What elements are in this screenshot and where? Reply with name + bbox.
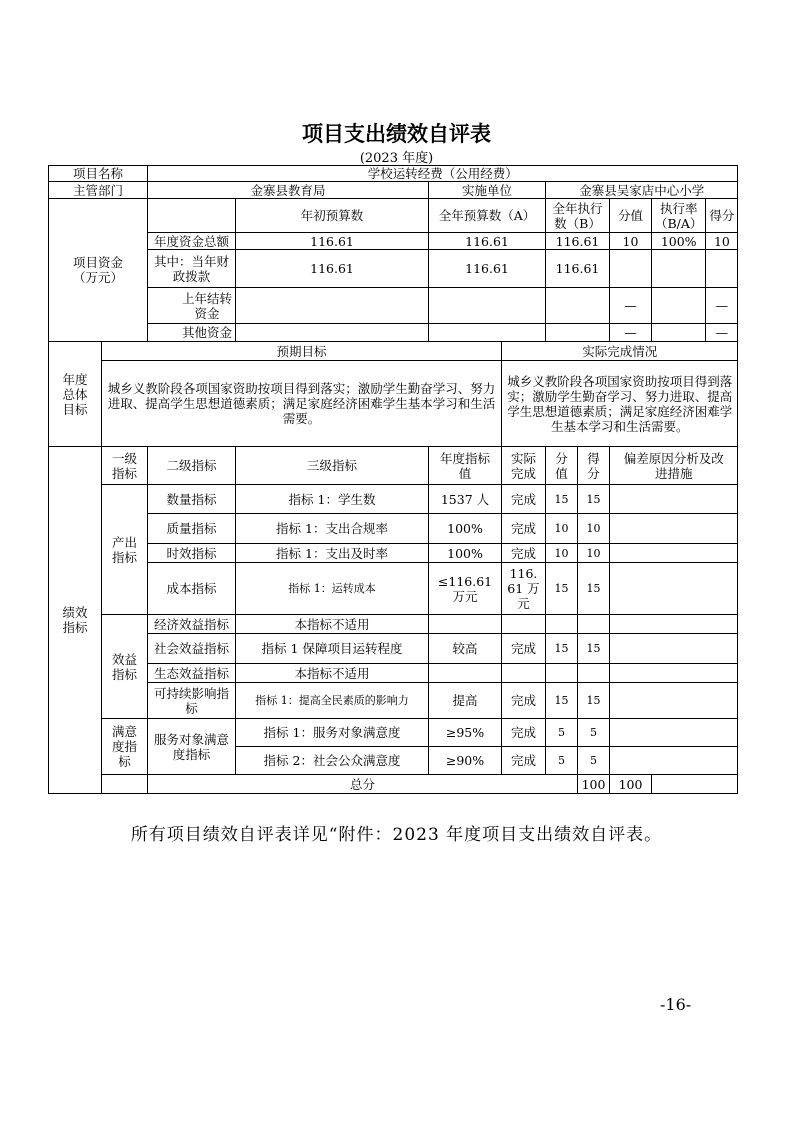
ind-actual: 完成 bbox=[502, 747, 546, 775]
funds-row-exec: 116.61 bbox=[546, 233, 610, 250]
funds-row-initial: 116.61 bbox=[236, 233, 429, 250]
indicator-row bbox=[49, 485, 738, 514]
ind-score: 5 bbox=[578, 719, 610, 747]
funds-row-name: 其中：当年财政拨款 bbox=[148, 250, 236, 288]
funds-row-name: 其他资金 bbox=[148, 324, 236, 342]
ind-target: ≥95% bbox=[429, 719, 502, 747]
ind-weight: 15 bbox=[546, 485, 578, 514]
ind-score bbox=[578, 664, 610, 683]
ind-header-note: 偏差原因分析及改 进措施 bbox=[610, 447, 738, 485]
funds-row-initial bbox=[236, 324, 429, 342]
ind-weight: 5 bbox=[546, 747, 578, 775]
funds-header-rate: 执行率（B/A） bbox=[652, 199, 706, 233]
funds-row bbox=[49, 324, 738, 342]
ind-l3: 指标 1：支出合规率 bbox=[236, 514, 429, 544]
indicators-label-text: 绩效 指标 bbox=[62, 605, 88, 635]
ind-l2: 可持续影响指 标 bbox=[148, 683, 236, 719]
ind-weight: 15 bbox=[546, 683, 578, 719]
ind-l3: 指标 1：学生数 bbox=[236, 485, 429, 514]
goals-label-text: 年度 总体 目标 bbox=[62, 371, 88, 417]
funds-label bbox=[49, 199, 148, 342]
funds-row-score: 10 bbox=[706, 233, 738, 250]
funds-header-score: 得分 bbox=[706, 199, 738, 233]
indicator-row bbox=[49, 544, 738, 563]
ind-score: 15 bbox=[578, 683, 610, 719]
page-subtitle: (2023 年度) bbox=[359, 151, 434, 166]
impl-value: 金寨县吴家店中心小学 bbox=[546, 182, 738, 199]
ind-actual: 完成 bbox=[502, 683, 546, 719]
total-note bbox=[652, 775, 738, 794]
total-label: 总分 bbox=[148, 775, 578, 794]
page-title: 项目支出绩效自评表 bbox=[302, 122, 491, 146]
ind-score bbox=[578, 615, 610, 634]
ind-actual: 116. 61 万 元 bbox=[502, 563, 546, 615]
ind-score: 15 bbox=[578, 563, 610, 615]
funds-row-annual: 116.61 bbox=[429, 250, 546, 288]
funds-row-exec: 116.61 bbox=[546, 250, 610, 288]
total-blank bbox=[102, 775, 148, 794]
indicators-label bbox=[49, 447, 102, 794]
ind-actual bbox=[502, 664, 546, 683]
funds-row-name: 上年结转资金 bbox=[148, 288, 236, 324]
ind-note bbox=[610, 719, 738, 747]
funds-row-annual bbox=[429, 324, 546, 342]
ind-target: 1537 人 bbox=[429, 485, 502, 514]
funds-row-rate bbox=[652, 250, 706, 288]
ind-target: ≥90% bbox=[429, 747, 502, 775]
ind-header-weight: 分 值 bbox=[546, 447, 578, 485]
ind-l2: 社会效益指标 bbox=[148, 634, 236, 664]
ind-note bbox=[610, 514, 738, 544]
funds-label-text: 项目资金 （万元） bbox=[72, 255, 123, 285]
ind-l2: 时效指标 bbox=[148, 544, 236, 563]
indicator-row bbox=[49, 719, 738, 747]
indicator-row bbox=[49, 664, 738, 683]
ind-score: 5 bbox=[578, 747, 610, 775]
ind-l3: 本指标不适用 bbox=[236, 664, 429, 683]
funds-header-initial: 年初预算数 bbox=[236, 199, 429, 233]
ind-l3: 指标 1：服务对象满意度 bbox=[236, 719, 429, 747]
indicator-row bbox=[49, 514, 738, 544]
indicator-row bbox=[49, 615, 738, 634]
ind-header-target: 年度指标 值 bbox=[429, 447, 502, 485]
funds-header-exec: 全年执行数（B） bbox=[546, 199, 610, 233]
goals-expected-text: 城乡义教阶段各项国家资助按项目得到落实；激励学生勤奋学习、努力进取、提高学生思想道德素质；满足家庭经济困难学生基本学习和生活需要。 bbox=[102, 361, 502, 447]
goals-expected-header: 预期目标 bbox=[102, 342, 502, 361]
ind-note bbox=[610, 664, 738, 683]
ind-l3: 指标 1：提高全民素质的影响力 bbox=[236, 683, 429, 719]
funds-row bbox=[49, 250, 738, 288]
ind-score: 15 bbox=[578, 485, 610, 514]
funds-blank-header bbox=[148, 199, 236, 233]
ind-l3: 指标 1：运转成本 bbox=[236, 563, 429, 615]
ind-l2-satisfaction: 服务对象满意 度指标 bbox=[148, 719, 236, 775]
ind-l3: 本指标不适用 bbox=[236, 615, 429, 634]
ind-note bbox=[610, 615, 738, 634]
ind-group-satisfaction: 满意 度指 标 bbox=[102, 719, 148, 775]
funds-row-annual bbox=[429, 288, 546, 324]
ind-note bbox=[610, 544, 738, 563]
funds-row-weight: — bbox=[610, 324, 652, 342]
funds-row-rate bbox=[652, 288, 706, 324]
ind-weight: 10 bbox=[546, 514, 578, 544]
ind-weight: 5 bbox=[546, 719, 578, 747]
ind-target: 100% bbox=[429, 514, 502, 544]
ind-actual: 完成 bbox=[502, 719, 546, 747]
funds-row bbox=[49, 288, 738, 324]
indicator-row bbox=[49, 683, 738, 719]
ind-l2: 质量指标 bbox=[148, 514, 236, 544]
funds-row-rate bbox=[652, 324, 706, 342]
funds-row-name: 年度资金总额 bbox=[148, 233, 236, 250]
funds-row-annual: 116.61 bbox=[429, 233, 546, 250]
ind-header-actual: 实际 完成 bbox=[502, 447, 546, 485]
dept-value: 金寨县教育局 bbox=[148, 182, 429, 199]
funds-row-initial bbox=[236, 288, 429, 324]
funds-header-annual: 全年预算数（A） bbox=[429, 199, 546, 233]
total-row bbox=[49, 775, 738, 794]
ind-header-score: 得 分 bbox=[578, 447, 610, 485]
evaluation-table bbox=[48, 165, 738, 794]
ind-group-output: 产出 指标 bbox=[102, 485, 148, 615]
ind-actual: 完成 bbox=[502, 485, 546, 514]
ind-score: 10 bbox=[578, 544, 610, 563]
ind-target: 较高 bbox=[429, 634, 502, 664]
ind-actual: 完成 bbox=[502, 544, 546, 563]
total-score: 100 bbox=[610, 775, 652, 794]
funds-row bbox=[49, 233, 738, 250]
funds-row-weight: 10 bbox=[610, 233, 652, 250]
ind-l2: 生态效益指标 bbox=[148, 664, 236, 683]
ind-weight bbox=[546, 615, 578, 634]
ind-target: ≤116.61 万元 bbox=[429, 563, 502, 615]
goals-label bbox=[49, 342, 102, 447]
ind-note bbox=[610, 683, 738, 719]
project-name-value: 学校运转经费（公用经费） bbox=[148, 166, 738, 182]
ind-weight bbox=[546, 664, 578, 683]
funds-row-score bbox=[706, 250, 738, 288]
project-name-label: 项目名称 bbox=[49, 166, 148, 182]
ind-note bbox=[610, 485, 738, 514]
ind-header-l1: 一级 指标 bbox=[102, 447, 148, 485]
ind-actual: 完成 bbox=[502, 514, 546, 544]
ind-l2: 数量指标 bbox=[148, 485, 236, 514]
ind-group-effect: 效益 指标 bbox=[102, 615, 148, 719]
funds-row-initial: 116.61 bbox=[236, 250, 429, 288]
ind-note bbox=[610, 634, 738, 664]
ind-l2: 成本指标 bbox=[148, 563, 236, 615]
goals-actual-text: 城乡义教阶段各项国家资助按项目得到落实；激励学生勤奋学习、努力进取、提高学生思想道德素质；满足家庭经济困难学生基本学习和生活需要。 bbox=[502, 361, 738, 447]
funds-row-score: — bbox=[706, 288, 738, 324]
indicator-row bbox=[49, 563, 738, 615]
funds-row-rate: 100% bbox=[652, 233, 706, 250]
ind-actual: 完成 bbox=[502, 634, 546, 664]
ind-l3: 指标 2：社会公众满意度 bbox=[236, 747, 429, 775]
ind-weight: 10 bbox=[546, 544, 578, 563]
funds-row-exec bbox=[546, 324, 610, 342]
funds-row-weight bbox=[610, 250, 652, 288]
ind-target: 提高 bbox=[429, 683, 502, 719]
ind-weight: 15 bbox=[546, 634, 578, 664]
ind-target bbox=[429, 664, 502, 683]
footer-note: 所有项目绩效自评表详见“附件：2023 年度项目支出绩效自评表。 bbox=[130, 825, 663, 845]
ind-header-l2: 二级指标 bbox=[148, 447, 236, 485]
goals-actual-header: 实际完成情况 bbox=[502, 342, 738, 361]
ind-actual bbox=[502, 615, 546, 634]
page-number: -16- bbox=[660, 995, 692, 1014]
ind-l3: 指标 1：支出及时率 bbox=[236, 544, 429, 563]
ind-target: 100% bbox=[429, 544, 502, 563]
funds-row-exec bbox=[546, 288, 610, 324]
funds-header-weight: 分值 bbox=[610, 199, 652, 233]
ind-score: 10 bbox=[578, 514, 610, 544]
ind-l3: 指标 1 保障项目运转程度 bbox=[236, 634, 429, 664]
ind-score: 15 bbox=[578, 634, 610, 664]
ind-header-l3: 三级指标 bbox=[236, 447, 429, 485]
ind-target bbox=[429, 615, 502, 634]
ind-note bbox=[610, 563, 738, 615]
ind-note bbox=[610, 747, 738, 775]
funds-row-score: — bbox=[706, 324, 738, 342]
indicator-row bbox=[49, 634, 738, 664]
ind-weight: 15 bbox=[546, 563, 578, 615]
impl-label: 实施单位 bbox=[429, 182, 546, 199]
ind-l2: 经济效益指标 bbox=[148, 615, 236, 634]
funds-row-weight: — bbox=[610, 288, 652, 324]
dept-label: 主管部门 bbox=[49, 182, 148, 199]
total-weight: 100 bbox=[578, 775, 610, 794]
